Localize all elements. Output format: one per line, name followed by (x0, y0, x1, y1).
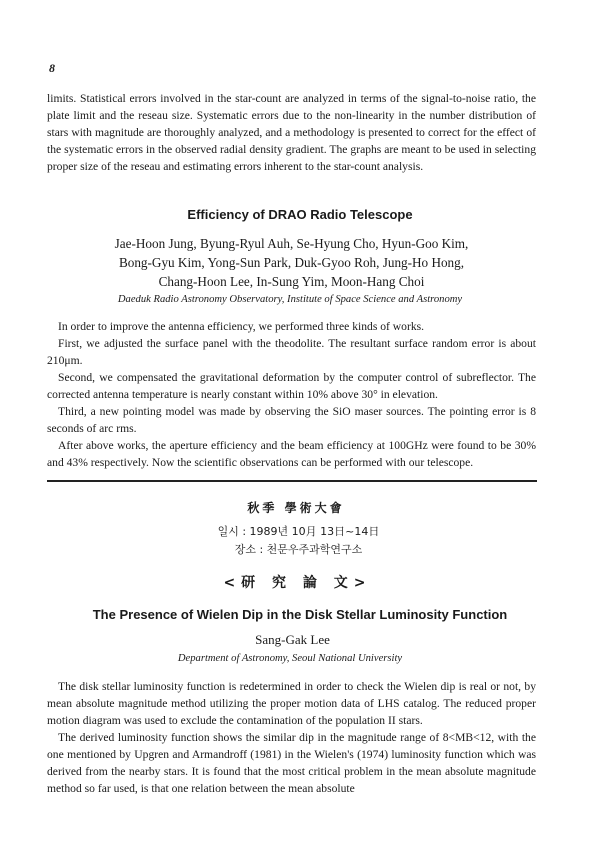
meeting-title: 秋季 學術大會 (247, 501, 345, 515)
drao-affiliation: Daeduk Radio Astronomy Observatory, Institute of Space Science and Astronomy (117, 294, 463, 305)
intro-paragraph: limits. Statistical errors involved in the star-count are analyzed in terms of the signal-to-noise ratio, the plate limit and the reseau size. Systematic errors due to the non-linearity in the number distribution of stars with magnitude are thoroughly analyzed, and a methodology is presented to correct for the effect of the systematic errors in the observed radial density gradient. The graphs are meant to be used in selecting proper size of the reseau and estimating errors inherent to the star-count analysis. (47, 92, 536, 174)
drao-authors-line-2: Bong-Gyu Kim, Yong-Sun Park, Duk-Gyoo Roh, Jung-Ho Hong, (118, 255, 465, 270)
meeting-place: 장소 : 천문우주과학연구소 (234, 543, 363, 556)
drao-paragraph-2: First, we adjusted the surface panel with the theodolite. The resultant surface random error is about 210μm. (47, 337, 536, 368)
drao-authors-line-1: Jae-Hoon Jung, Byung-Ryul Auh, Se-Hyung Cho, Hyun-Goo Kim, (114, 236, 469, 251)
wielen-paragraph-1: The disk stellar luminosity function is redetermined in order to check the Wielen dip is real or not, by mean absolute magnitude method utilizing the proper motion data of LHS catalog. The reduced proper motion diagram was used to exclude the contamination of the population II stars. (47, 680, 536, 728)
drao-paragraph-1: In order to improve the antenna efficiency, we performed three kinds of works. (58, 320, 425, 333)
drao-authors-line-3: Chang-Hoon Lee, In-Sung Yim, Moon-Hang Choi (158, 274, 425, 289)
drao-paragraph-4: Third, a new pointing model was made by observing the SiO maser sources. The pointing error is 8 seconds of arc rms. (47, 405, 536, 436)
drao-paragraph-3: Second, we compensated the gravitational deformation by the computer control of subreflector. The corrected antenna temperature is nearly constant within 10% above 30° in elevation. (47, 371, 536, 402)
wielen-affiliation: Department of Astronomy, Seoul National University (177, 653, 403, 664)
page-number: 8 (49, 61, 55, 75)
drao-paragraph-5: After above works, the aperture efficiency and the beam efficiency at 100GHz were found to be 30% and 43% respectively. Now the scientific observations can be performed with our telescope. (47, 439, 536, 470)
section-heading: <研 究 論 文> (223, 575, 372, 591)
drao-title: Efficiency of DRAO Radio Telescope (187, 207, 413, 222)
wielen-title: The Presence of Wielen Dip in the Disk Stellar Luminosity Function (92, 607, 508, 622)
section-divider (47, 480, 537, 482)
wielen-author: Sang-Gak Lee (255, 632, 330, 647)
meeting-date: 일시 : 1989년 10月 13日~14日 (217, 525, 380, 538)
wielen-paragraph-2: The derived luminosity function shows the similar dip in the magnitude range of 8<MB<12, with the one mentioned by Upgren and Armandroff (1981) in the Wielen's (1974) luminosity function which was derived from the nearby stars. It is found that the most critical problem in the mean absolute magnitude method so far used, is that one relation between the mean absolute (47, 731, 536, 796)
